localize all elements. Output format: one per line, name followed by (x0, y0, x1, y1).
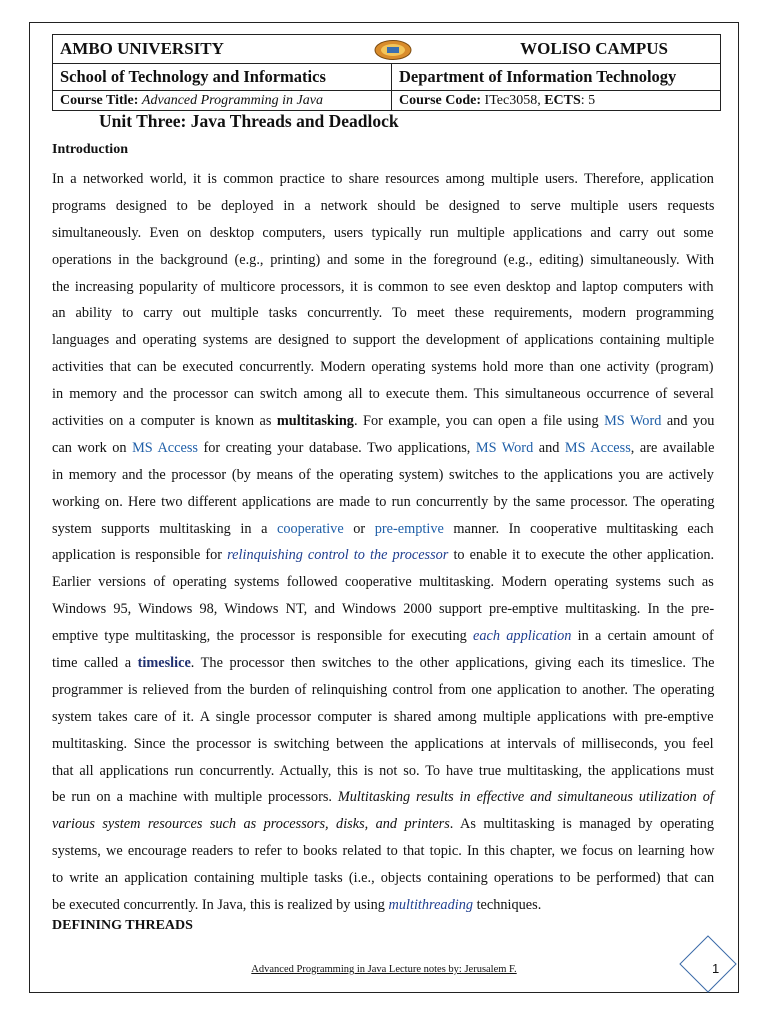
term-multitasking: multitasking (276, 413, 354, 430)
paragraph-line: the increasing popularity of multicore processors, it is common to see even desktop and laptop computers with (52, 278, 714, 295)
paragraph-line: system takes care of it. A single processor computer is shared among multiple applications with pre-emptive (52, 708, 714, 725)
diamond-icon (678, 934, 738, 994)
text-run: . For example, you can open a file using (353, 413, 605, 430)
unit-title: Unit Three: Java Threads and Deadlock (99, 111, 399, 131)
emphasis-multithreading: multithreading (388, 897, 473, 914)
text-run: time called a (52, 655, 138, 672)
text-run: and (533, 439, 565, 456)
school-name: School of Technology and Informatics (53, 64, 392, 91)
link-cooperative[interactable]: cooperative (277, 520, 344, 537)
text-run: manner. In cooperative multitasking each (443, 520, 714, 537)
emphasis-multitasking-results: Multitasking results in effective and simultaneous utilization of (337, 789, 714, 806)
emphasis-relinquishing-control: relinquishing control to the processor (227, 547, 449, 564)
paragraph-line: programs designed to be deployed in a network should be designed to serve multiple users requests (52, 197, 715, 214)
paragraph-line: an ability to carry out multiple tasks concurrently. To meet these requirements, modern programming (52, 305, 714, 322)
university-name: AMBO UNIVERSITY (60, 39, 224, 58)
course-title-label: Course Title: (60, 92, 139, 108)
paragraph-line (52, 623, 714, 650)
course-code-cell (392, 91, 721, 111)
header-row-university (53, 35, 721, 64)
paragraph-line: multitasking. Since the processor is switching between the applications at intervals of milliseconds, you feel (52, 735, 714, 752)
text-run: . As multitasking is managed by operating (449, 816, 714, 833)
text-run: or (343, 520, 375, 537)
link-pre-emptive[interactable]: pre-emptive (374, 520, 444, 537)
paragraph-line: Earlier versions of operating systems followed cooperative multitasking. Modern operating systems such as (52, 574, 714, 591)
ects-label: ECTS (544, 92, 581, 108)
paragraph-line: operations in the background (e.g., printing) and some in the foreground (e.g., editing) simultaneously. With (52, 251, 715, 268)
footer-note: Advanced Programming in Java Lecture notes by: Jerusalem F. (251, 964, 517, 975)
link-ms-access[interactable]: MS Access (132, 439, 198, 456)
text-run: activities on a computer is known as (52, 413, 277, 430)
paragraph-line: in memory and the processor can switch among all to execute them. This simultaneous occurrence of several (52, 386, 714, 403)
text-run: to enable it to execute the other application. (448, 547, 715, 564)
term-timeslice: timeslice (137, 655, 191, 672)
intro-heading: Introduction (52, 142, 128, 157)
section-heading-defining-threads: DEFINING THREADS (52, 918, 193, 933)
paragraph-line (52, 650, 714, 677)
paragraph-line (52, 435, 714, 462)
text-run: in a certain amount of (571, 628, 714, 645)
link-ms-word[interactable]: MS Word (475, 439, 534, 456)
course-title-cell (53, 91, 392, 111)
paragraph-line: that all applications run concurrently. Actually, this is not so. To have true multitasking, the applications must (52, 762, 715, 779)
text-run: techniques. (473, 897, 542, 914)
paragraph-line: to write an application containing multiple tasks (i.e., objects containing operations to be performed) that can (52, 870, 715, 887)
text-run: application is responsible for (52, 547, 228, 564)
intro-paragraph (52, 166, 714, 919)
page-number: 1 (712, 961, 720, 976)
paragraph-line: activities that can be executed concurrently. Modern operating systems hold more than one activity (program) (52, 359, 714, 376)
paragraph-line: simultaneously. Even on desktop computers, users typically run multiple applications and carry out some (52, 224, 714, 241)
text-run: can work on (52, 439, 133, 456)
ects-value: : 5 (580, 92, 596, 108)
text-run: , are available (630, 439, 715, 456)
paragraph-line (52, 408, 714, 435)
paragraph-line: languages and operating systems are designed to support the development of applications containing multiple (52, 332, 715, 349)
header-table (52, 34, 721, 111)
text-run: be run on a machine with multiple processors. (52, 789, 338, 806)
paragraph-line: in memory and the processor (by means of the operating system) switches to the applications you are actively (52, 466, 714, 483)
emphasis-each-application: each application (473, 628, 572, 645)
university-logo-icon (373, 39, 413, 61)
course-title-value: Advanced Programming in Java (141, 92, 323, 108)
text-run: . The processor then switches to the other applications, giving each its timeslice. The (190, 655, 715, 672)
paragraph-line: programmer is relieved from the burden of relinquishing control from one application to another. The operating (52, 681, 715, 698)
page-number-badge (678, 934, 738, 994)
paragraph-line (52, 784, 714, 811)
text-run: be executed concurrently. In Java, this is realized by using (52, 897, 389, 914)
course-code-value: ITec3058, (484, 92, 541, 108)
text-run: and you (661, 413, 715, 430)
text-run: system supports multitasking in a (52, 520, 277, 537)
paragraph-line (52, 892, 714, 919)
paragraph-line (52, 542, 714, 569)
text-run: emptive type multitasking, the processor is responsible for executing (52, 628, 474, 645)
paragraph-line: working on. Here two different applications are made to run concurrently by the same processor. The operating (52, 493, 715, 510)
paragraph-line: Windows 95, Windows 98, Windows NT, and Windows 2000 support pre-emptive multitasking. In the pre- (52, 601, 715, 618)
department-name: Department of Information Technology (392, 64, 721, 91)
paragraph-line (52, 516, 714, 543)
paragraph-line: In a networked world, it is common practice to share resources among multiple users. Therefore, application (52, 171, 714, 187)
emphasis-system-resources: various system resources such as processors, disks, and printers (52, 816, 450, 833)
paragraph-line (52, 811, 714, 838)
link-ms-word[interactable]: MS Word (604, 413, 662, 430)
link-ms-access[interactable]: MS Access (564, 439, 631, 456)
text-run: for creating your database. Two applications, (197, 439, 476, 456)
campus-name: WOLISO CAMPUS (520, 39, 668, 58)
course-code-label: Course Code: (399, 92, 482, 108)
paragraph-line: systems, we encourage readers to refer to books related to that topic. In this chapter, we focus on learning how (52, 843, 715, 860)
